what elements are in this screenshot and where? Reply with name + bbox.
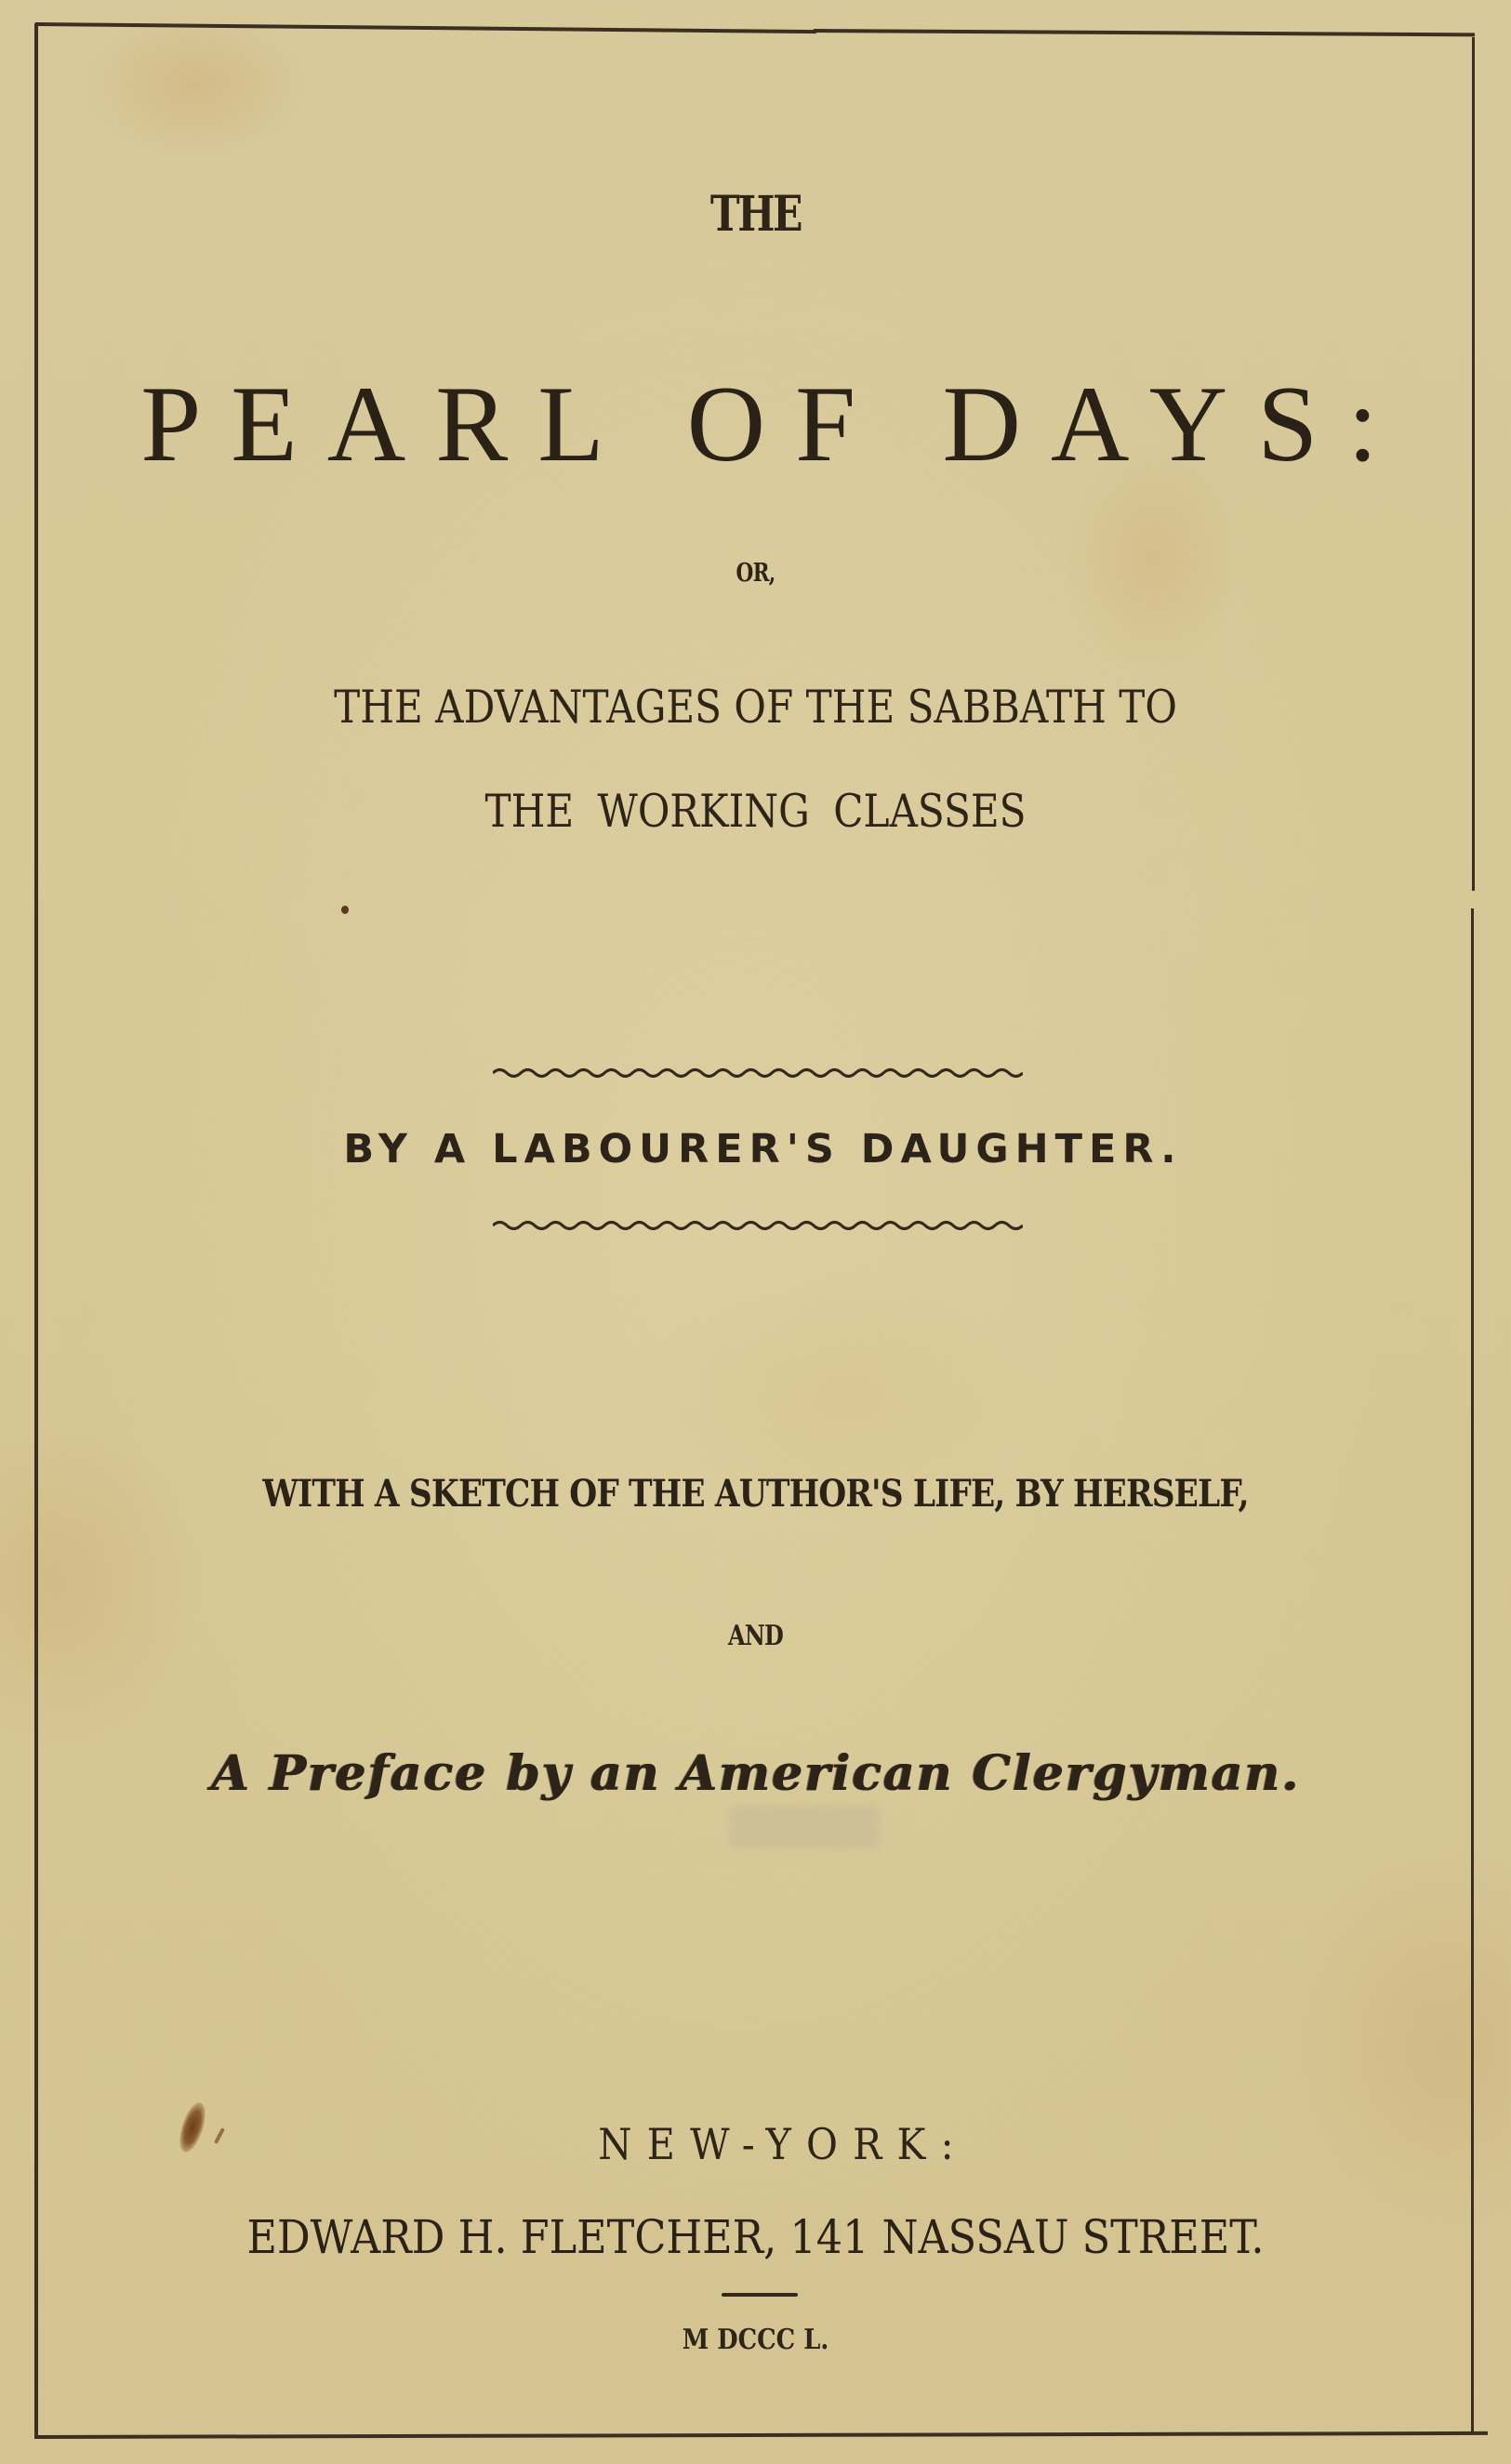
border-bottom-rule <box>37 2431 1488 2439</box>
supplement-line: WITH A SKETCH OF THE AUTHOR'S LIFE, BY HERSELF, <box>262 1472 1249 1516</box>
imprint-city: NEW-YORK: <box>598 2119 969 2169</box>
imprint-short-rule <box>722 2293 798 2297</box>
byline: BY A LABOURER'S DAUGHTER. <box>343 1126 1183 1172</box>
ink-bleed-through <box>730 1806 879 1848</box>
imprint-publisher: EDWARD H. FLETCHER, 141 NASSAU STREET. <box>246 2210 1265 2264</box>
main-title: PEARL OF DAYS: <box>140 364 1408 484</box>
border-top-rule <box>35 22 816 33</box>
preface-line-blackletter: A Preface by an American Clergyman. <box>211 1745 1300 1802</box>
imprint-date: M DCCC L. <box>682 2324 829 2356</box>
wavy-rule-bottom <box>493 1218 1023 1233</box>
wavy-rule-top <box>493 1066 1023 1080</box>
subtitle-line-2: THE WORKING CLASSES <box>484 785 1027 838</box>
paper-spot <box>341 906 349 914</box>
title-article: THE <box>709 186 802 243</box>
subtitle-line-1: THE ADVANTAGES OF THE SABBATH TO <box>334 681 1177 734</box>
title-conjunction: OR, <box>736 559 775 588</box>
conjunction-and: AND <box>728 1620 783 1652</box>
border-top-rule <box>814 29 1475 36</box>
